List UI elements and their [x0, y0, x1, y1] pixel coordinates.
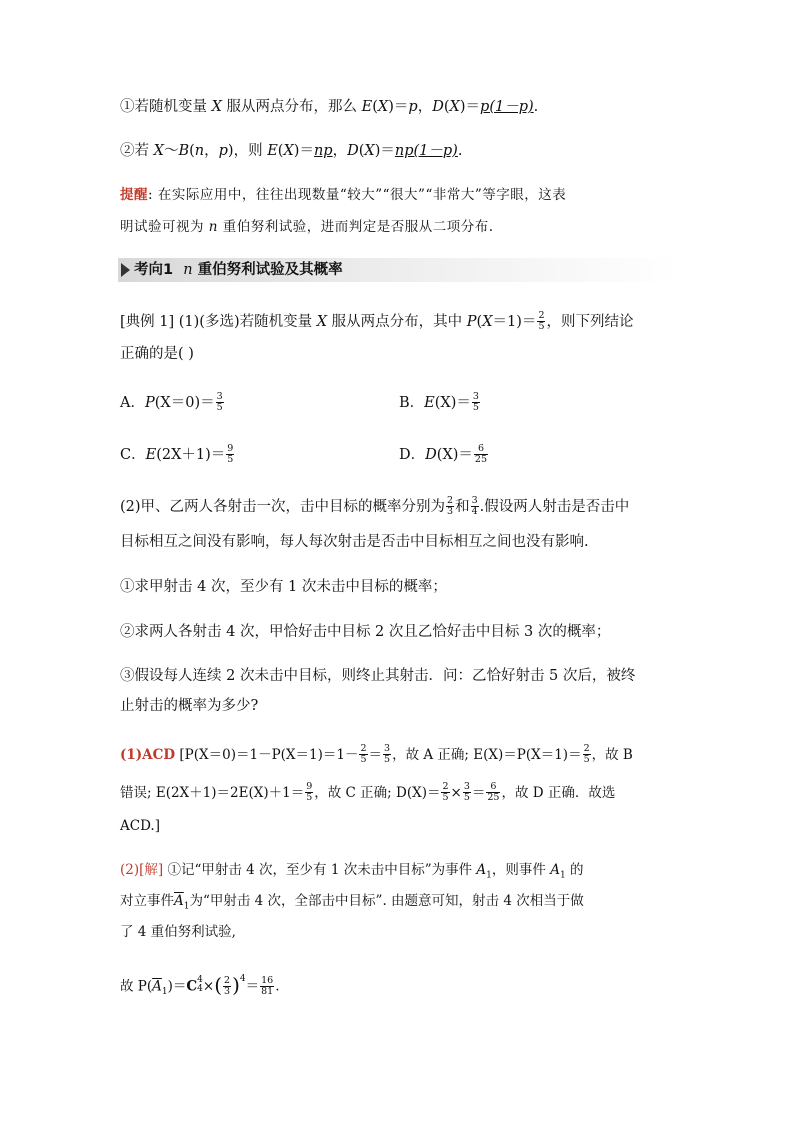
- tip-text: 重伯努利试验，进而判定是否服从二项分布.: [218, 219, 494, 235]
- var: A: [550, 862, 560, 878]
- q2-line-1: [120, 496, 629, 518]
- text: .假设两人射击是否击中: [479, 499, 630, 515]
- option-expr: (X＝0)＝: [154, 395, 215, 411]
- text: (: [189, 143, 195, 159]
- text: ，: [204, 143, 219, 159]
- text: 止射击的概率为多少?: [120, 698, 259, 714]
- fraction: [537, 311, 545, 332]
- example-line-2: [120, 343, 194, 365]
- numerator: 2: [447, 494, 454, 506]
- var: $\overline{A}$: [174, 893, 184, 909]
- subscript: 1: [183, 901, 190, 912]
- example-line-1: [120, 311, 633, 333]
- var: X: [482, 314, 493, 330]
- text: 为“甲射击 4 次，全部击中目标”. 由题意可知，射击 4 次相当于做: [189, 893, 584, 909]
- q2-line-2: [120, 531, 589, 553]
- text: ＝: [368, 747, 383, 763]
- text: ＝: [471, 785, 486, 801]
- var: X: [364, 143, 375, 159]
- subscript: 1: [486, 870, 492, 881]
- fraction: [216, 392, 224, 413]
- text: ，故 A 正确; E(X)＝P(X＝1)＝: [392, 747, 582, 763]
- text: 正确的是( ): [120, 346, 194, 362]
- var: E: [145, 447, 157, 463]
- text: ×: [202, 978, 215, 995]
- two-point-distribution-line: [120, 96, 538, 118]
- text: ①若随机变量: [120, 99, 212, 115]
- fraction: [359, 744, 367, 765]
- text: ACD.]: [120, 818, 160, 834]
- var: p: [408, 99, 418, 115]
- text: 对立事件: [120, 893, 174, 909]
- text: )＝: [167, 978, 187, 995]
- paren: ): [232, 973, 240, 997]
- text: 和: [455, 499, 470, 515]
- var: D: [432, 99, 444, 115]
- denominator: 5: [538, 320, 545, 332]
- denominator: 25: [474, 453, 488, 465]
- denominator: 5: [384, 754, 391, 765]
- var: X: [153, 143, 164, 159]
- solution1-line-1: [120, 744, 633, 766]
- text: .: [275, 978, 280, 995]
- text: .: [457, 143, 463, 159]
- numerator: 6: [486, 782, 500, 793]
- text: [典例 1] (1)(多选)若随机变量: [120, 314, 317, 330]
- text: )＝: [374, 143, 395, 159]
- tip-text: : 在实际应用中，往往出现数量“较大”“很大”“非常大”等字眼，这表: [148, 187, 567, 203]
- tip-line-1: [120, 184, 566, 206]
- denominator: 5: [216, 401, 223, 413]
- text: ①记“甲射击 4 次，至少有 1 次未击中目标”为事件: [163, 862, 477, 878]
- option-d: [399, 444, 489, 466]
- text: ，故 B: [591, 747, 633, 763]
- fraction: [463, 782, 471, 803]
- binomial-distribution-line: [120, 140, 462, 162]
- denominator: 3: [447, 505, 454, 517]
- tip-text: 明试验可视为: [120, 219, 209, 235]
- q2-sub-3-line-2: [120, 695, 258, 717]
- denominator: 5: [463, 792, 470, 803]
- text: ＝: [245, 978, 260, 995]
- var: D: [347, 143, 359, 159]
- option-expr: (X)＝: [436, 447, 473, 463]
- text: ，: [417, 99, 433, 115]
- text: ②若: [120, 143, 154, 159]
- text: )＝: [293, 143, 314, 159]
- option-label: A．: [120, 395, 145, 411]
- var: E: [267, 143, 278, 159]
- fraction: [226, 444, 234, 465]
- solution1-line-2: [120, 782, 615, 804]
- mean-answer: np: [313, 143, 333, 159]
- var: D: [425, 447, 437, 463]
- combination-symbol: C: [186, 978, 198, 995]
- var: X: [211, 99, 222, 115]
- text: (: [476, 314, 483, 330]
- fraction: [441, 782, 449, 803]
- text: 服从两点分布，其中: [327, 314, 467, 330]
- text: ，则下列结论: [546, 314, 634, 330]
- option-a: [120, 392, 225, 414]
- q2-sub-3-line-1: [120, 665, 635, 687]
- text: (: [277, 143, 284, 159]
- fraction: [223, 976, 231, 997]
- solution-label: (2)[解]: [120, 862, 164, 878]
- numerator: 3: [384, 743, 391, 754]
- text: ，故 D 正确．故选: [501, 785, 616, 801]
- option-b: [399, 392, 481, 414]
- denominator: 5: [472, 401, 479, 413]
- numerator: 9: [227, 442, 234, 454]
- var: n: [208, 219, 218, 235]
- var: n: [194, 143, 205, 159]
- numerator: 2: [538, 309, 545, 321]
- denominator: 5: [227, 453, 234, 465]
- numerator: 6: [474, 444, 488, 455]
- var: E: [424, 395, 435, 411]
- text: (2)甲、乙两人各射击一次，击中目标的概率分别为: [120, 499, 446, 515]
- var: P: [144, 395, 155, 411]
- denominator: 5: [360, 754, 367, 765]
- numerator: 3: [463, 781, 470, 792]
- numerator: 3: [216, 390, 223, 402]
- text: 服从两点分布，那么: [221, 99, 362, 115]
- text: 了 4 重伯努利试验,: [120, 924, 236, 940]
- solution2-line-2: [120, 890, 584, 918]
- text: [P(X＝0)＝1－P(X＝1)＝1－: [175, 747, 359, 763]
- denominator: 5: [306, 792, 313, 803]
- superscript: 4: [197, 975, 203, 985]
- paren: (: [214, 973, 223, 997]
- text: ①求甲射击 4 次，至少有 1 次未击中目标的概率；: [120, 579, 447, 595]
- text: 目标相互之间没有影响，每人每次射击是否击中目标相互之间也没有影响.: [120, 534, 589, 550]
- solution2-line-4: [120, 972, 280, 1003]
- combination-indices: [197, 976, 203, 994]
- fraction: [474, 444, 488, 465]
- option-c: [120, 444, 235, 466]
- var: X: [316, 314, 328, 330]
- fraction: [583, 744, 591, 765]
- subscript: 4: [197, 984, 203, 994]
- text: 故 P(: [120, 978, 153, 995]
- option-label: B．: [399, 395, 425, 411]
- option-label: C．: [120, 447, 146, 463]
- text: ③假设每人连续 2 次未击中目标，则终止其射击．问：乙恰好射击 5 次后，被终: [120, 668, 636, 684]
- section-number: 考向1: [134, 262, 174, 278]
- text: ～: [163, 143, 179, 159]
- numerator: 3: [471, 494, 478, 506]
- var: X: [283, 143, 294, 159]
- numerator: 16: [261, 974, 274, 986]
- text: )，则: [227, 143, 268, 159]
- variance-answer: np(1－p): [394, 143, 458, 159]
- fraction: [446, 496, 454, 517]
- section-label: 重伯努利试验及其概率: [192, 262, 343, 278]
- text: (: [443, 99, 450, 115]
- text: ×: [450, 785, 462, 801]
- text: ②求两人各射击 4 次，甲恰好击中目标 2 次且乙恰好击中目标 3 次的概率；: [120, 624, 611, 640]
- var: X: [449, 99, 460, 115]
- var: $\overline{A}$: [152, 978, 162, 995]
- subscript: 1: [161, 987, 168, 998]
- text: .: [533, 99, 539, 115]
- variance-answer: p(1－p): [480, 99, 534, 115]
- numerator: 2: [442, 781, 449, 792]
- text: )＝: [388, 99, 409, 115]
- answer-label: (1)ACD: [120, 747, 176, 763]
- text: ＝1)＝: [492, 314, 537, 330]
- text: (: [372, 99, 378, 115]
- denominator: 81: [261, 985, 274, 997]
- tip-line-2: [120, 216, 494, 238]
- text: (: [358, 143, 365, 159]
- var: P: [466, 314, 477, 330]
- text: ，: [332, 143, 348, 159]
- fraction: [486, 782, 500, 803]
- var: B: [178, 143, 190, 159]
- subscript: 1: [559, 870, 566, 881]
- denominator: 4: [471, 505, 478, 517]
- text: ，则事件: [491, 862, 551, 878]
- numerator: 2: [360, 743, 367, 754]
- var: p: [218, 143, 228, 159]
- tip-label: 提醒: [120, 187, 148, 203]
- denominator: 5: [442, 792, 449, 803]
- solution1-line-3: [120, 815, 160, 837]
- numerator: 2: [224, 974, 231, 986]
- fraction: [305, 782, 313, 803]
- denominator: 25: [487, 792, 500, 803]
- fraction: [260, 976, 274, 997]
- numerator: 2: [583, 743, 590, 754]
- exponent: 4: [239, 974, 246, 984]
- var: A: [476, 862, 487, 878]
- option-label: D．: [399, 447, 426, 463]
- section-title: [134, 259, 343, 281]
- triangle-icon: [121, 263, 130, 277]
- q2-sub-2: [120, 621, 610, 643]
- fraction: [472, 392, 480, 413]
- option-expr: (X)＝: [434, 395, 471, 411]
- numerator: 3: [472, 390, 479, 402]
- solution2-line-1: [120, 859, 583, 887]
- var: E: [361, 99, 373, 115]
- option-expr: (2X＋1)＝: [156, 447, 226, 463]
- fraction: [471, 496, 479, 517]
- solution2-line-3: [120, 921, 236, 943]
- fraction: [383, 744, 391, 765]
- q2-sub-1: [120, 576, 447, 598]
- denominator: 5: [583, 754, 590, 765]
- text: 错误; E(2X＋1)＝2E(X)＋1＝: [120, 785, 305, 801]
- text: )＝: [459, 99, 481, 115]
- text: ，故 C 正确; D(X)＝: [314, 785, 441, 801]
- text: 的: [565, 862, 584, 878]
- var: X: [377, 99, 389, 115]
- numerator: 9: [306, 781, 313, 792]
- denominator: 3: [224, 985, 231, 997]
- var: n: [183, 262, 193, 278]
